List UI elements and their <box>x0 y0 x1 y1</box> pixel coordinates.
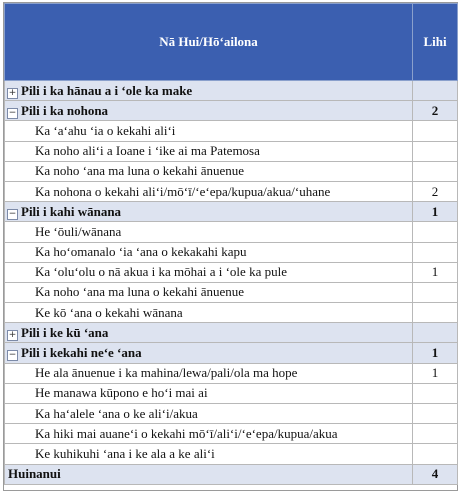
table-row <box>5 141 458 161</box>
item-label-cell <box>5 363 413 383</box>
item-label-cell <box>5 424 413 444</box>
header-row <box>5 4 458 81</box>
item-label: He ala ānuenue i ka mahina/lewa/pali/ola ma hope <box>35 365 298 381</box>
count-cell <box>413 404 458 424</box>
item-label-cell <box>5 222 413 242</box>
table-row <box>5 383 458 403</box>
count-cell: 1 <box>413 363 458 383</box>
item-label-cell <box>5 383 413 403</box>
count-cell <box>413 383 458 403</box>
group-label-cell <box>5 323 413 343</box>
item-label-cell <box>5 242 413 262</box>
group-row[interactable] <box>5 81 458 101</box>
count-cell: 2 <box>413 181 458 201</box>
item-label: Ka nohona o kekahi aliʻi/mōʻī/ʻeʻepa/kupua/akua/ʻuhane <box>35 183 331 199</box>
count-cell <box>413 81 458 101</box>
summary-table-panel <box>3 2 458 491</box>
group-label-cell <box>5 202 413 222</box>
item-label-cell <box>5 262 413 282</box>
count-cell <box>413 121 458 141</box>
item-label-cell <box>5 303 413 323</box>
table-row <box>5 363 458 383</box>
group-label: Pili i kekahi neʻe ʻana <box>21 345 142 361</box>
group-label: Pili i ke kū ʻana <box>21 324 109 340</box>
total-count: 4 <box>413 464 458 484</box>
item-label: Ka hoʻomanalo ʻia ʻana o kekakahi kapu <box>35 244 247 260</box>
group-row[interactable] <box>5 343 458 363</box>
item-label-cell <box>5 404 413 424</box>
total-label: Huinanui <box>5 464 413 484</box>
table-row <box>5 222 458 242</box>
item-label: Ka ʻoluʻolu o nā akua i ka mōhai a i ʻole ka pule <box>35 264 287 280</box>
table-body <box>5 81 458 465</box>
count-cell <box>413 323 458 343</box>
item-label-cell <box>5 161 413 181</box>
group-row[interactable] <box>5 101 458 121</box>
group-label: Pili i ka nohona <box>21 102 109 118</box>
collapse-icon[interactable]: − <box>8 350 17 361</box>
table-row <box>5 181 458 201</box>
count-cell <box>413 222 458 242</box>
collapse-icon[interactable]: − <box>8 208 17 219</box>
count-cell: 1 <box>413 262 458 282</box>
summary-table <box>4 3 458 485</box>
count-cell <box>413 424 458 444</box>
table-row <box>5 303 458 323</box>
item-label: He ʻōuli/wānana <box>35 223 122 239</box>
table-row <box>5 121 458 141</box>
item-label: Ka noho aliʻi a Ioane i ʻike ai ma Patemosa <box>35 143 260 159</box>
group-label-cell <box>5 101 413 121</box>
group-label: Pili i kahi wānana <box>21 203 122 219</box>
group-label: Pili i ka hānau a i ʻole ka make <box>21 82 193 98</box>
item-label-cell <box>5 444 413 464</box>
count-cell <box>413 242 458 262</box>
table-row <box>5 444 458 464</box>
count-cell <box>413 444 458 464</box>
count-cell <box>413 282 458 302</box>
item-label: He manawa kūpono e hoʻi mai ai <box>35 385 208 401</box>
item-label-cell <box>5 282 413 302</box>
count-cell: 1 <box>413 343 458 363</box>
table-row <box>5 282 458 302</box>
collapse-icon[interactable]: − <box>8 107 17 118</box>
item-label: Ka haʻalele ʻana o ke aliʻi/akua <box>35 405 198 421</box>
header-name: Nā Hui/Hōʻailona <box>5 4 413 81</box>
count-cell: 2 <box>413 101 458 121</box>
count-cell <box>413 161 458 181</box>
count-cell <box>413 141 458 161</box>
item-label: Ka ʻaʻahu ʻia o kekahi aliʻi <box>35 122 176 138</box>
table-row <box>5 404 458 424</box>
table-row <box>5 262 458 282</box>
item-label: Ke kō ʻana o kekahi wānana <box>35 304 183 320</box>
count-cell: 1 <box>413 202 458 222</box>
item-label-cell <box>5 181 413 201</box>
total-row <box>5 464 458 484</box>
item-label: Ka hiki mai auaneʻi o kekahi mōʻī/aliʻi/ʻeʻepa/kupua/akua <box>35 425 338 441</box>
table-row <box>5 161 458 181</box>
item-label: Ka noho ʻana ma luna o kekahi ānuenue <box>35 284 245 300</box>
count-cell <box>413 303 458 323</box>
item-label-cell <box>5 121 413 141</box>
group-row[interactable] <box>5 202 458 222</box>
expand-icon[interactable]: + <box>8 87 17 98</box>
header-count: Lihi <box>413 4 458 81</box>
item-label: Ka noho ʻana ma luna o kekahi ānuenue <box>35 163 245 179</box>
group-label-cell <box>5 81 413 101</box>
table-row <box>5 242 458 262</box>
item-label: Ke kuhikuhi ʻana i ke ala a ke aliʻi <box>35 445 215 461</box>
item-label-cell <box>5 141 413 161</box>
group-row[interactable] <box>5 323 458 343</box>
expand-icon[interactable]: + <box>8 329 17 340</box>
group-label-cell <box>5 343 413 363</box>
table-row <box>5 424 458 444</box>
